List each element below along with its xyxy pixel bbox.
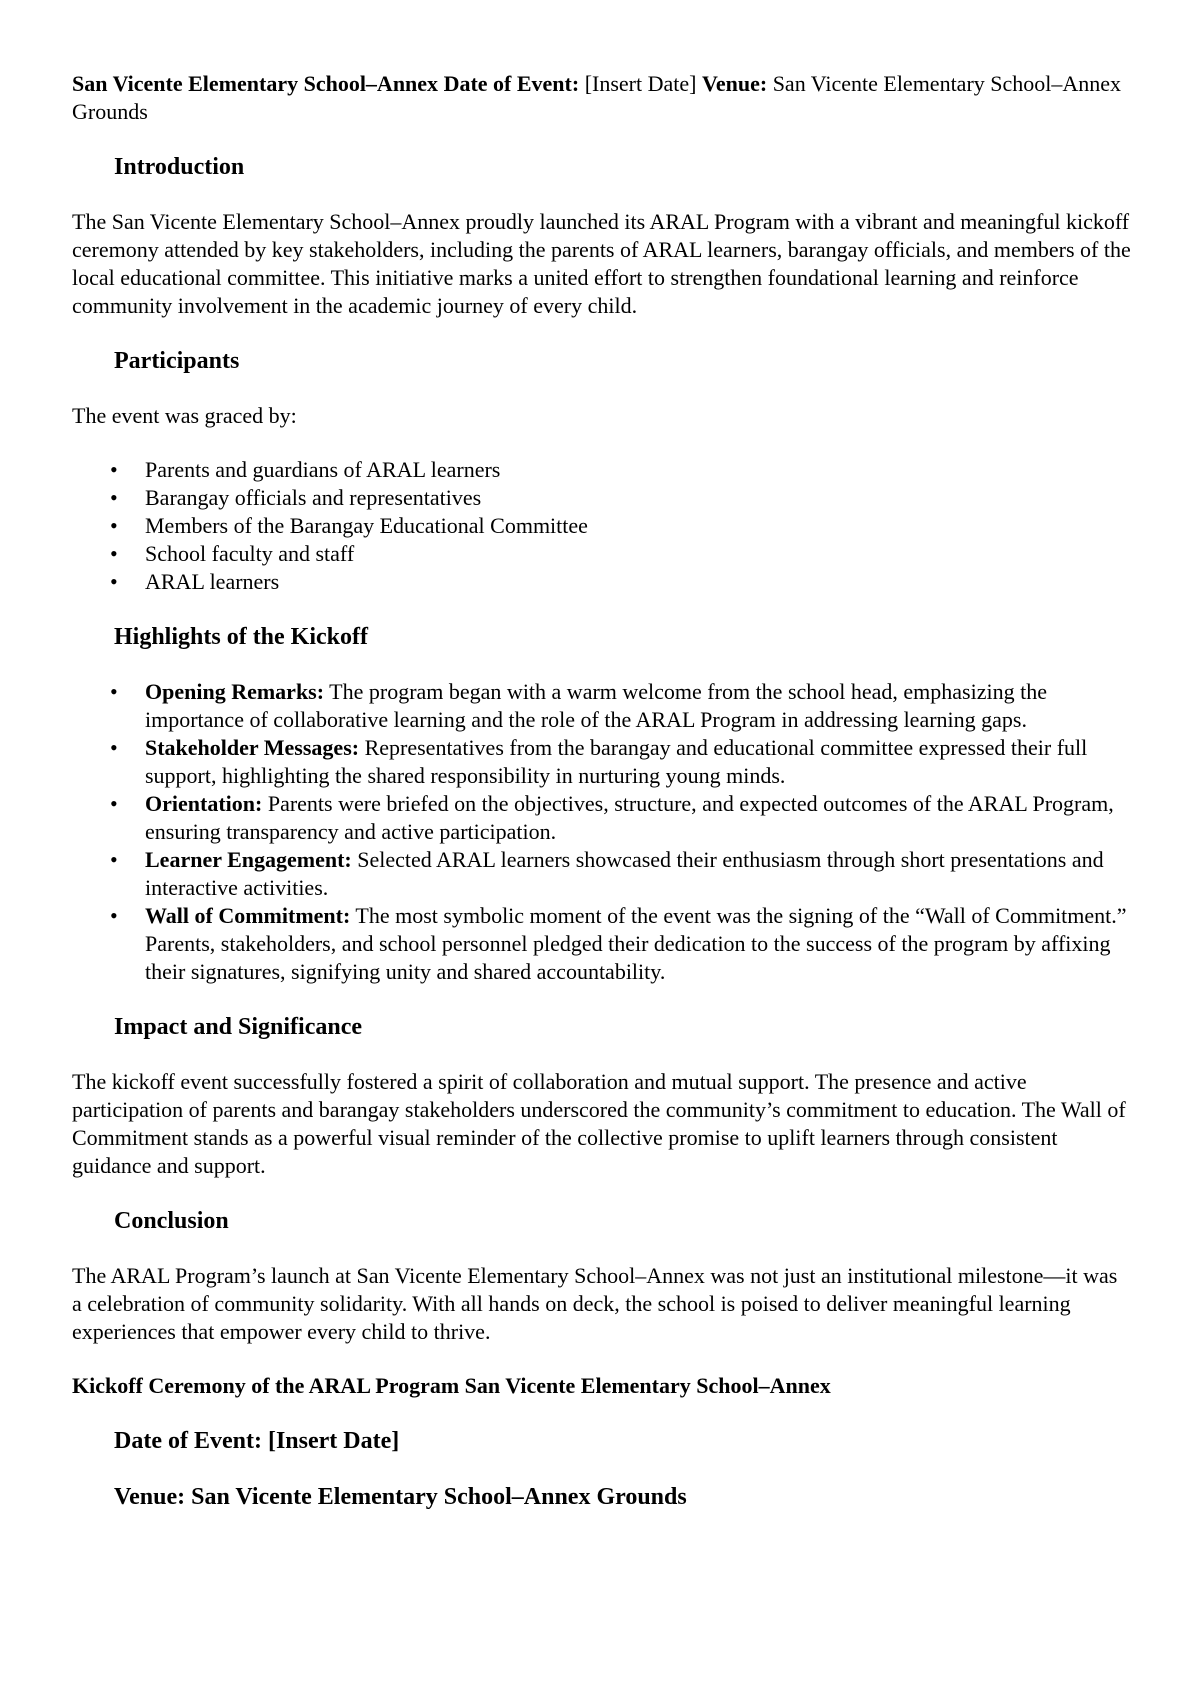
- introduction-heading: Introduction: [114, 154, 245, 180]
- impact-body: The kickoff event successfully fostered a spirit of collaboration and mutual support. The presence and active participation of parents and barangay stakeholders underscored the community’s commitment to education. The Wall of Commitment stands as a powerful visual reminder of the collective promise to uplift learners through consistent guidance and support.: [72, 1069, 1126, 1178]
- highlight-text: The program began with a warm welcome from the school head, emphasizing the importance of collaborative learning and the role of the ARAL Program in addressing learning gaps.: [145, 679, 1047, 732]
- list-item: • Members of the Barangay Educational Committee: [72, 512, 1132, 540]
- list-item: • Parents and guardians of ARAL learners: [72, 456, 1132, 484]
- participants-list: [72, 456, 1132, 596]
- impact-heading: Impact and Significance: [114, 1014, 363, 1040]
- highlight-label: Learner Engagement:: [145, 847, 352, 872]
- list-item: • School faculty and staff: [72, 540, 1132, 568]
- school-name: San Vicente Elementary School–Annex: [72, 71, 439, 96]
- highlights-heading: Highlights of the Kickoff: [114, 624, 369, 650]
- participants-intro: The event was graced by:: [72, 403, 297, 428]
- introduction-body: The San Vicente Elementary School–Annex proudly launched its ARAL Program with a vibrant and meaningful kickoff ceremony attended by key stakeholders, including the parents of ARAL learners, barangay officials, and members of the local educational committee. This initiative marks a united effort to strengthen foundational learning and reinforce community involvement in the academic journey of every child.: [72, 209, 1131, 318]
- highlight-label: Stakeholder Messages:: [145, 735, 360, 760]
- list-item: [72, 846, 1132, 902]
- list-item: [72, 734, 1132, 790]
- venue-label: Venue:: [701, 71, 768, 96]
- list-item: [72, 902, 1132, 986]
- venue-value: San Vicente Elementary School–Annex Grounds: [72, 71, 1122, 124]
- highlight-text: The most symbolic moment of the event was the signing of the “Wall of Commitment.” Parents, stakeholders, and school personnel pledged their dedication to the success of the program by affixing their signatures, signifying unity and shared accountability.: [145, 903, 1127, 984]
- highlight-label: Opening Remarks:: [145, 679, 325, 704]
- closing-venue: Venue: San Vicente Elementary School–Annex Grounds: [114, 1484, 687, 1510]
- participants-heading: Participants: [114, 348, 240, 374]
- highlight-text: Selected ARAL learners showcased their enthusiasm through short presentations and interactive activities.: [145, 847, 1104, 900]
- document-page: [72, 70, 1132, 1512]
- highlight-text: Representatives from the barangay and educational committee expressed their full support, highlighting the shared responsibility in nurturing young minds.: [145, 735, 1088, 788]
- conclusion-body: The ARAL Program’s launch at San Vicente Elementary School–Annex was not just an institutional milestone—it was a celebration of community solidarity. With all hands on deck, the school is poised to deliver meaningful learning experiences that empower every child to thrive.: [72, 1263, 1118, 1344]
- list-item: [72, 790, 1132, 846]
- highlight-text: Parents were briefed on the objectives, structure, and expected outcomes of the ARAL Program, ensuring transparency and active participation.: [145, 791, 1114, 844]
- document-header: [72, 70, 1132, 126]
- list-item: • Barangay officials and representatives: [72, 484, 1132, 512]
- closing-date: Date of Event: [Insert Date]: [114, 1428, 400, 1454]
- date-label: Date of Event:: [443, 71, 580, 96]
- conclusion-heading: Conclusion: [114, 1208, 229, 1234]
- highlight-label: Orientation:: [145, 791, 263, 816]
- date-value: [Insert Date]: [584, 71, 697, 96]
- highlight-label: Wall of Commitment:: [145, 903, 351, 928]
- closing-title: Kickoff Ceremony of the ARAL Program San Vicente Elementary School–Annex: [72, 1373, 831, 1398]
- list-item: • ARAL learners: [72, 568, 1132, 596]
- highlights-list: [72, 678, 1132, 986]
- list-item: [72, 678, 1132, 734]
